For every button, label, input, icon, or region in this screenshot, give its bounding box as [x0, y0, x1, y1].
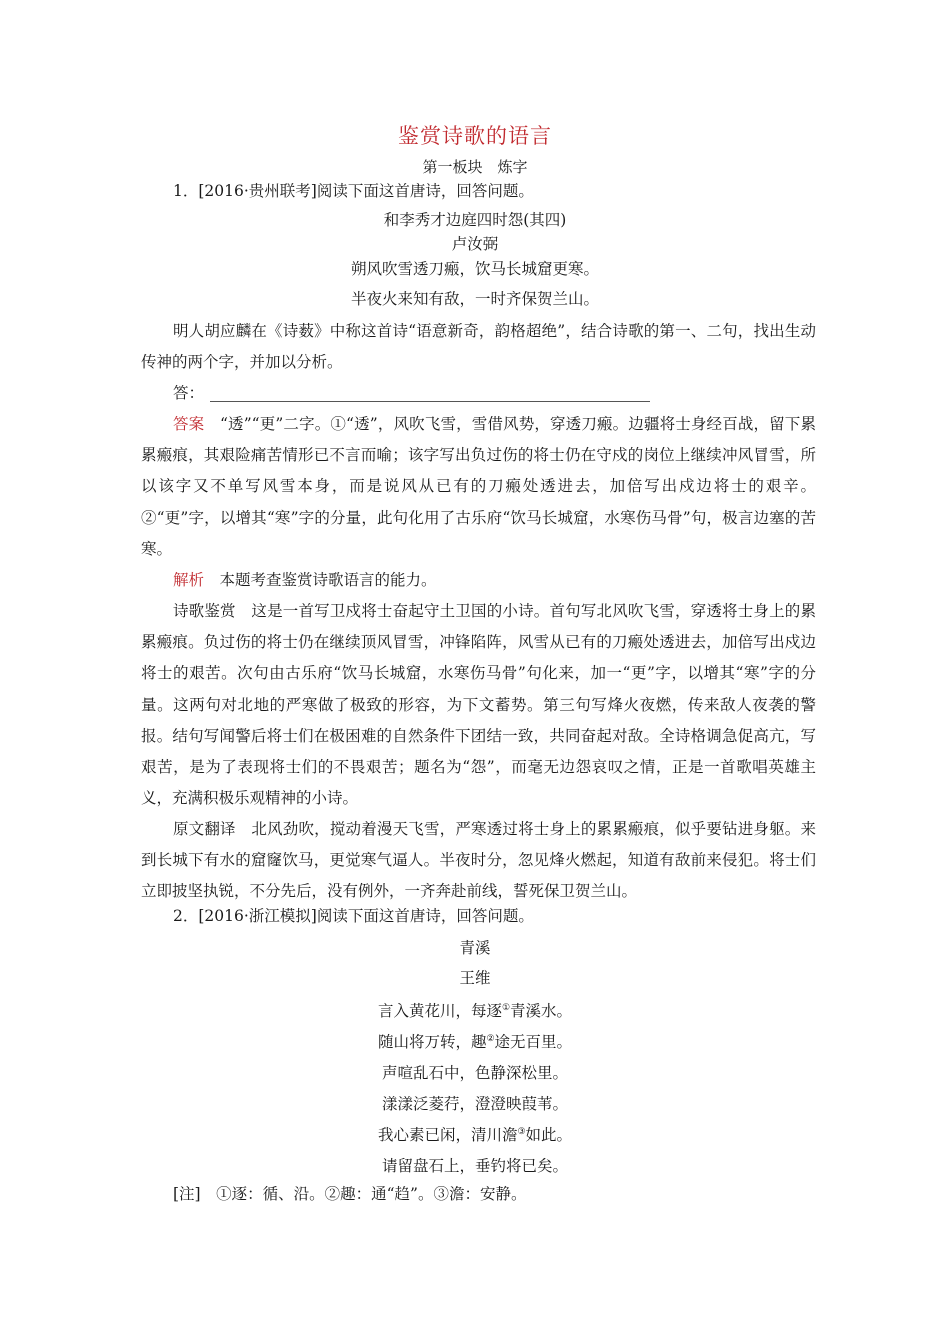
- answer-label: 答案: [173, 415, 205, 433]
- page-title: 鉴赏诗歌的语言: [398, 124, 552, 148]
- section-heading: 第一板块 炼字: [422, 158, 528, 176]
- poem-2-title: 青溪: [459, 939, 491, 957]
- appreciation-paragraph: 诗歌鉴赏 这是一首写卫戍将士奋起守土卫国的小诗。首句写北风吹飞雪，穿透将士身上的累累瘢痕。负过伤的将士仍在继续顶风冒雪，冲锋陷阵，风雪从已有的刀瘢处透进去，加倍写出戍边将士的艰苦。次句由古乐府“饮马长城窟，水寒伤马骨”句化来，加一“更”字，以增其“寒”字的分量。这两句对北地的严寒做了极致的形容，为下文蓄势。第三句写烽火夜燃，传来敌人夜袭的警报。结句写闻警后将士们在极困难的自然条件下团结一致，共同奋起对敌。全诗格调急促高亢，写艰苦，是为了表现将士们的不畏艰苦；题名为“怨”，而毫无边怨哀叹之情，正是一首歌唱英雄主义，充满积极乐观精神的小诗。: [141, 602, 816, 808]
- translation-paragraph: 原文翻译 北风劲吹，搅动着漫天飞雪，严寒透过将士身上的累累瘢痕，似乎要钻进身躯。来到长城下有水的窟窿饮马，更觉寒气逼人。半夜时分，忽见烽火燃起，知道有敌前来侵犯。将士们立即披坚执锐，不分先后，没有例外，一齐奔赴前线，誓死保卫贺兰山。: [141, 820, 816, 901]
- answer-prefix: 答：: [173, 384, 205, 402]
- answer-text: “透”“更”二字。①“透”，风吹飞雪，雪借风势，穿透刀瘢。边疆将士身经百战，留下累累瘢痕，其艰险痛苦情形已不言而喻；该字写出负过伤的将士仍在守戍的岗位上继续冲风冒雪，所以该字又不单写风雪本身，而是说风从已有的刀瘢处透进去，加倍写出戍边将士的艰辛。②“更”字，以增其“寒”字的分量，此句化用了古乐府“饮马长城窟，水寒伤马骨”句，极言边塞的苦寒。: [141, 415, 816, 558]
- poem-1-line-1: 朔风吹雪透刀瘢，饮马长城窟更寒。: [350, 260, 599, 278]
- poem-2-line-5: 我心素已闲，清川澹③如此。: [377, 1126, 573, 1145]
- question-1-text: 明人胡应麟在《诗薮》中称这首诗“语意新奇，韵格超绝”，结合诗歌的第一、二句，找出生动传神的两个字，并加以分析。: [141, 322, 816, 372]
- answer-blank[interactable]: [210, 387, 650, 402]
- poem-2-line-4: 漾漾泛菱荇，澄澄映葭苇。: [381, 1095, 568, 1114]
- poem-2-line-1: 言入黄花川，每逐①青溪水。: [377, 1002, 573, 1021]
- analysis-label: 解析: [173, 571, 205, 589]
- question-1-prompt: 1．[2016·贵州联考]阅读下面这首唐诗，回答问题。: [173, 182, 534, 200]
- poem-1-author: 卢汝弼: [451, 235, 499, 253]
- poem-2-note: [注] ①逐：循、沿。②趣：通“趋”。③澹：安静。: [173, 1185, 527, 1203]
- poem-2-line-6: 请留盘石上，垂钓将已矣。: [381, 1157, 568, 1176]
- poem-2-line-2: 随山将万转，趣②途无百里。: [377, 1033, 573, 1052]
- answer-line: [173, 383, 650, 403]
- poem-2-line-3: 声喧乱石中，色静深松里。: [381, 1064, 568, 1083]
- analysis-text: 本题考查鉴赏诗歌语言的能力。: [219, 571, 437, 589]
- poem-2-author: 王维: [459, 969, 491, 987]
- analysis-paragraph: [141, 565, 816, 596]
- answer-paragraph: [141, 409, 816, 565]
- question-2-prompt: 2．[2016·浙江模拟]阅读下面这首唐诗，回答问题。: [173, 907, 534, 925]
- poem-1-line-2: 半夜火来知有敌，一时齐保贺兰山。: [350, 290, 599, 308]
- poem-1-title: 和李秀才边庭四时怨(其四): [383, 211, 567, 229]
